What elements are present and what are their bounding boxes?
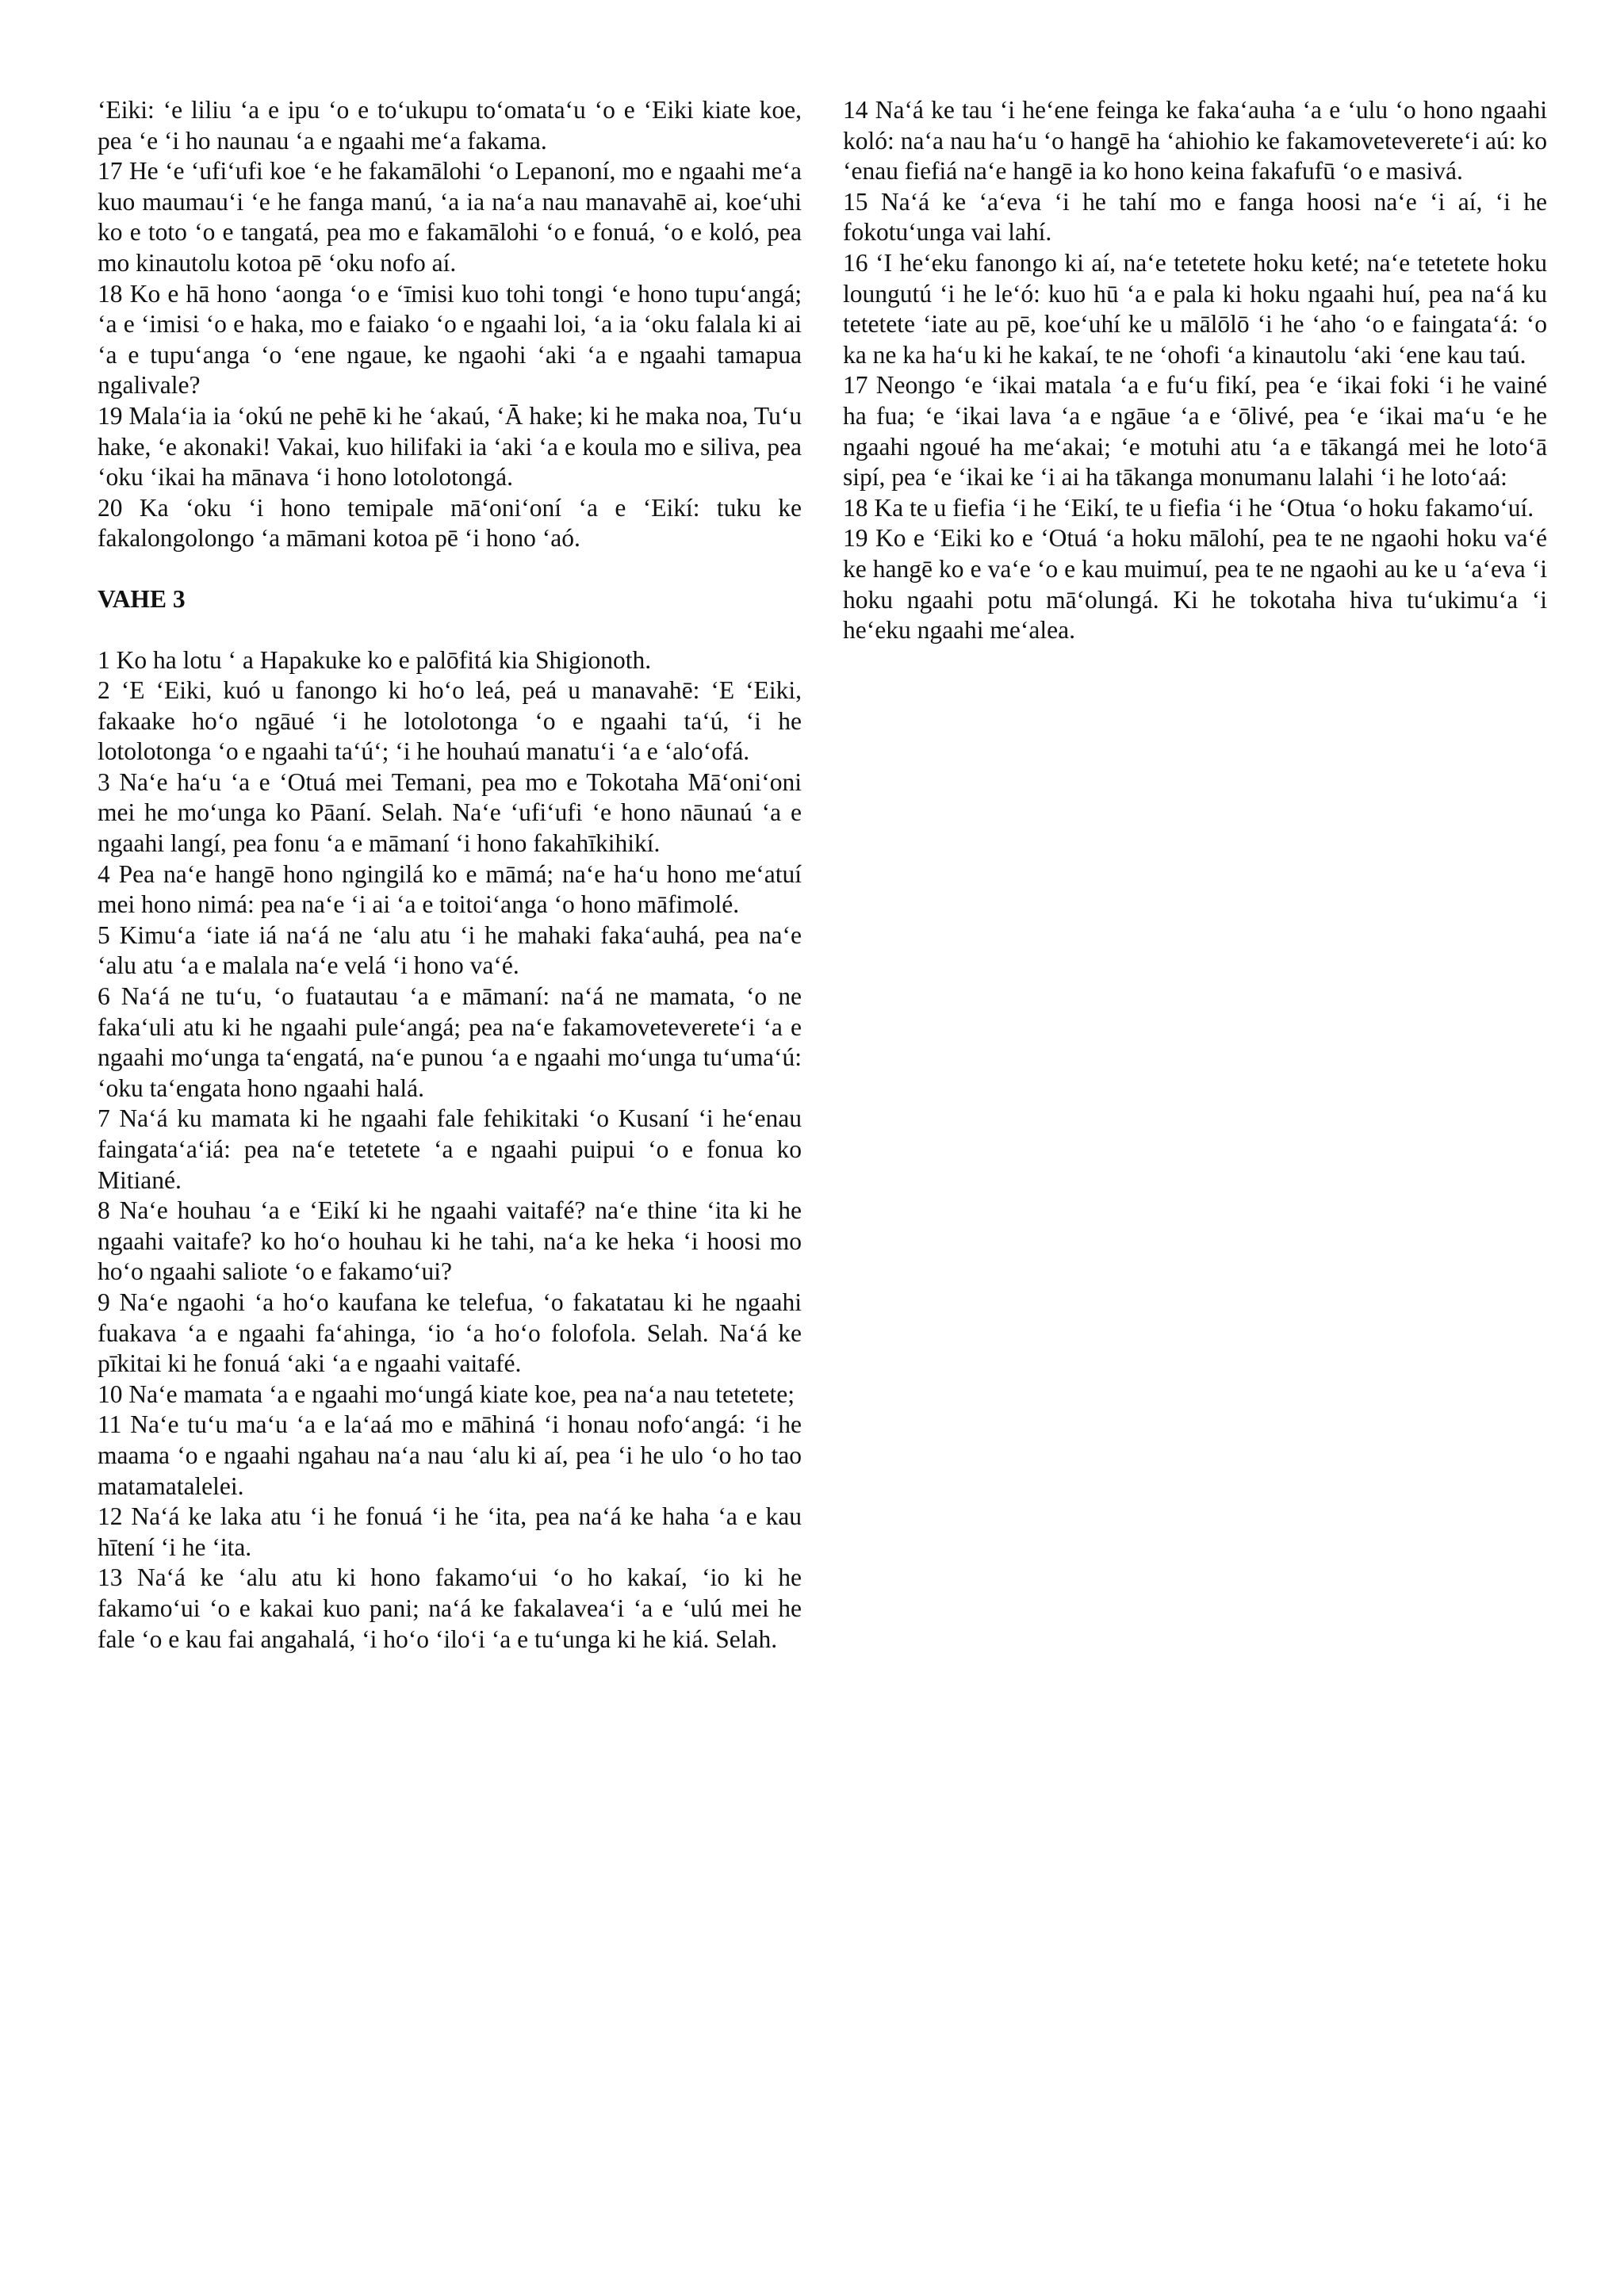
verse-paragraph: 17 Neongo ʻe ʻikai matala ʻa e fuʻu fikí, pea ʻe ʻikai foki ʻi he vainé ha fua; ʻe ʻikai lava ʻa e ngāue ʻa e ʻōlivé, pea ʻe ʻikai maʻu ʻe he ngaahi ngoué ha meʻakai; ʻe motuhi atu ʻa e tākangá mei he lotoʻā sipí, pea ʻe ʻikai ke ʻi ai ha tākanga monumanu lalahi ʻi he lotoʻaá: (843, 371, 1547, 492)
verse-paragraph: 20 Ka ʻoku ʻi hono temipale māʻoniʻoní ʻa e ʻEikí: tuku ke fakalongolongo ʻa māmani kotoa pē ʻi hono ʻaó. (98, 493, 802, 553)
verse-paragraph: 14 Naʻá ke tau ʻi heʻene feinga ke fakaʻauha ʻa e ʻulu ʻo hono ngaahi koló: naʻa nau haʻu ʻo hangē ha ʻahiohio ke fakamovetevereteʻi aú: ko ʻenau fiefiá naʻe hangē ia ko hono keina fakafufū ʻo e masivá. (843, 96, 1547, 186)
verse-paragraph: 11 Naʻe tuʻu maʻu ʻa e laʻaá mo e māhiná ʻi honau nofoʻangá: ʻi he maama ʻo e ngaahi ngahau naʻa nau ʻalu ki aí, pea ʻi he ulo ʻo ho tao matamatalelei. (98, 1410, 802, 1500)
verse-paragraph: 15 Naʻá ke ʻaʻeva ʻi he tahí mo e fanga hoosi naʻe ʻi aí, ʻi he fokotuʻunga vai lahí. (843, 187, 1547, 247)
verse-paragraph: 1 Ko ha lotu ʻ a Hapakuke ko e palōfitá kia Shigionoth. (98, 645, 652, 674)
verse-paragraph: 4 Pea naʻe hangē hono ngingilá ko e māmá; naʻe haʻu hono meʻatuí mei hono nimá: pea naʻe ʻi ai ʻa e toitoiʻanga ʻo hono māfimolé. (98, 859, 802, 919)
verse-paragraph: 10 Naʻe mamata ʻa e ngaahi moʻungá kiate koe, pea naʻa nau tetetete; (98, 1380, 795, 1408)
verse-paragraph: 5 Kimuʻa ʻiate iá naʻá ne ʻalu atu ʻi he mahaki fakaʻauhá, pea naʻe ʻalu atu ʻa e malala naʻe velá ʻi hono vaʻé. (98, 920, 802, 980)
verse-paragraph: 6 Naʻá ne tuʻu, ʻo fuatautau ʻa e māmaní: naʻá ne mamata, ʻo ne fakaʻuli atu ki he ngaahi puleʻangá; pea naʻe fakamovetevereteʻi ʻa e ngaahi moʻunga taʻengatá, naʻe punou ʻa e ngaahi moʻunga tuʻumaʻú: ʻoku taʻengata hono ngaahi halá. (98, 982, 802, 1102)
verse-paragraph: 17 He ʻe ʻufiʻufi koe ʻe he fakamālohi ʻo Lepanoní, mo e ngaahi meʻa kuo maumauʻi ʻe he fanga manú, ʻa ia naʻa nau manavahē ai, koeʻuhi ko e toto ʻo e tangatá, pea mo e fakamālohi ʻo e fonuá, ʻo e koló, pea mo kinautolu kotoa pē ʻoku nofo aí. (98, 157, 802, 277)
verse-paragraph: 18 Ko e hā hono ʻaonga ʻo e ʻīmisi kuo tohi tongi ʻe hono tupuʻangá; ʻa e ʻimisi ʻo e haka, mo e faiako ʻo e ngaahi loi, ʻa ia ʻoku falala ki ai ʻa e tupuʻanga ʻo ʻene ngaue, ke ngaohi ʻaki ʻa e ngaahi tamapua ngalivale? (98, 279, 802, 400)
verse-paragraph: 19 Malaʻia ia ʻokú ne pehē ki he ʻakaú, ʻĀ hake; ki he maka noa, Tuʻu hake, ʻe akonaki! Vakai, kuo hilifaki ia ʻaki ʻa e koula mo e siliva, pea ʻoku ʻikai ha mānava ʻi hono lotolotongá. (98, 401, 802, 492)
verse-paragraph: 16 ʻI heʻeku fanongo ki aí, naʻe tetetete hoku keté; naʻe tetetete hoku loungutú ʻi he leʻó: kuo hū ʻa e pala ki hoku ngaahi huí, pea naʻá ku tetetete ʻiate au pē, koeʻuhí ke u mālōlō ʻi he ʻaho ʻo e faingataʻá: ʻo ka ne ka haʻu ki he kakaí, te ne ʻohofi ʻa kinautolu ʻaki ʻene kau taú. (843, 248, 1547, 369)
verse-paragraph: 2 ʻE ʻEiki, kuó u fanongo ki hoʻo leá, peá u manavahē: ʻE ʻEiki, fakaake hoʻo ngāué ʻi he lotolotonga ʻo e ngaahi taʻú, ʻi he lotolotonga ʻo e ngaahi taʻúʻ; ʻi he houhaú manatuʻi ʻa e ʻaloʻofá. (98, 676, 802, 766)
right-column (843, 95, 1547, 646)
verse-paragraph: 12 Naʻá ke laka atu ʻi he fonuá ʻi he ʻita, pea naʻá ke haha ʻa e kau hītení ʻi he ʻita. (98, 1502, 802, 1561)
verse-paragraph: 19 Ko e ʻEiki ko e ʻOtuá ʻa hoku mālohí, pea te ne ngaohi hoku vaʻé ke hangē ko e vaʻe ʻo e kau muimuí, pea te ne ngaohi au ke u ʻaʻeva ʻi hoku ngaahi potu māʻolungá. Ki he tokotaha hiva tuʻukimuʻa ʻi heʻeku ngaahi meʻalea. (843, 524, 1547, 645)
verse-paragraph: 7 Naʻá ku mamata ki he ngaahi fale fehikitaki ʻo Kusaní ʻi heʻenau faingataʻaʻiá: pea naʻe tetetete ʻa e ngaahi puipui ʻo e fonua ko Mitiané. (98, 1104, 802, 1194)
verse-paragraph: ʻEiki: ʻe liliu ʻa e ipu ʻo e toʻukupu toʻomataʻu ʻo e ʻEiki kiate koe, pea ʻe ʻi ho naunau ʻa e ngaahi meʻa fakama. (98, 96, 802, 155)
verse-paragraph: 8 Naʻe houhau ʻa e ʻEikí ki he ngaahi vaitafé? naʻe thine ʻita ki he ngaahi vaitafe? ko hoʻo houhau ki he tahi, naʻa ke heka ʻi hoosi mo hoʻo ngaahi saliote ʻo e fakamoʻui? (98, 1196, 802, 1286)
chapter-heading: VAHE 3 (98, 584, 186, 613)
verse-paragraph: 13 Naʻá ke ʻalu atu ki hono fakamoʻui ʻo ho kakaí, ʻio ki he fakamoʻui ʻo e kakai kuo pani; naʻá ke fakalaveaʻi ʻa e ʻulú mei he fale ʻo e kau fai angahalá, ʻi hoʻo ʻiloʻi ʻa e tuʻunga ki he kiá. Selah. (98, 1563, 802, 1653)
verse-paragraph: 9 Naʻe ngaohi ʻa hoʻo kaufana ke telefua, ʻo fakatatau ki he ngaahi fuakava ʻa e ngaahi faʻahinga, ʻio ʻa hoʻo folofola. Selah. Naʻá ke pīkitai ki he fonuá ʻaki ʻa e ngaahi vaitafé. (98, 1288, 802, 1378)
verse-paragraph: 3 Naʻe haʻu ʻa e ʻOtuá mei Temani, pea mo e Tokotaha Māʻoniʻoni mei he moʻunga ko Pāaní. Selah. Naʻe ʻufiʻufi ʻe hono nāunaú ʻa e ngaahi langí, pea fonu ʻa e māmaní ʻi hono fakahīkihikí. (98, 767, 802, 858)
left-column (98, 95, 802, 1655)
verse-paragraph: 18 Ka te u fiefia ʻi he ʻEikí, te u fiefia ʻi he ʻOtua ʻo hoku fakamoʻuí. (843, 493, 1534, 522)
